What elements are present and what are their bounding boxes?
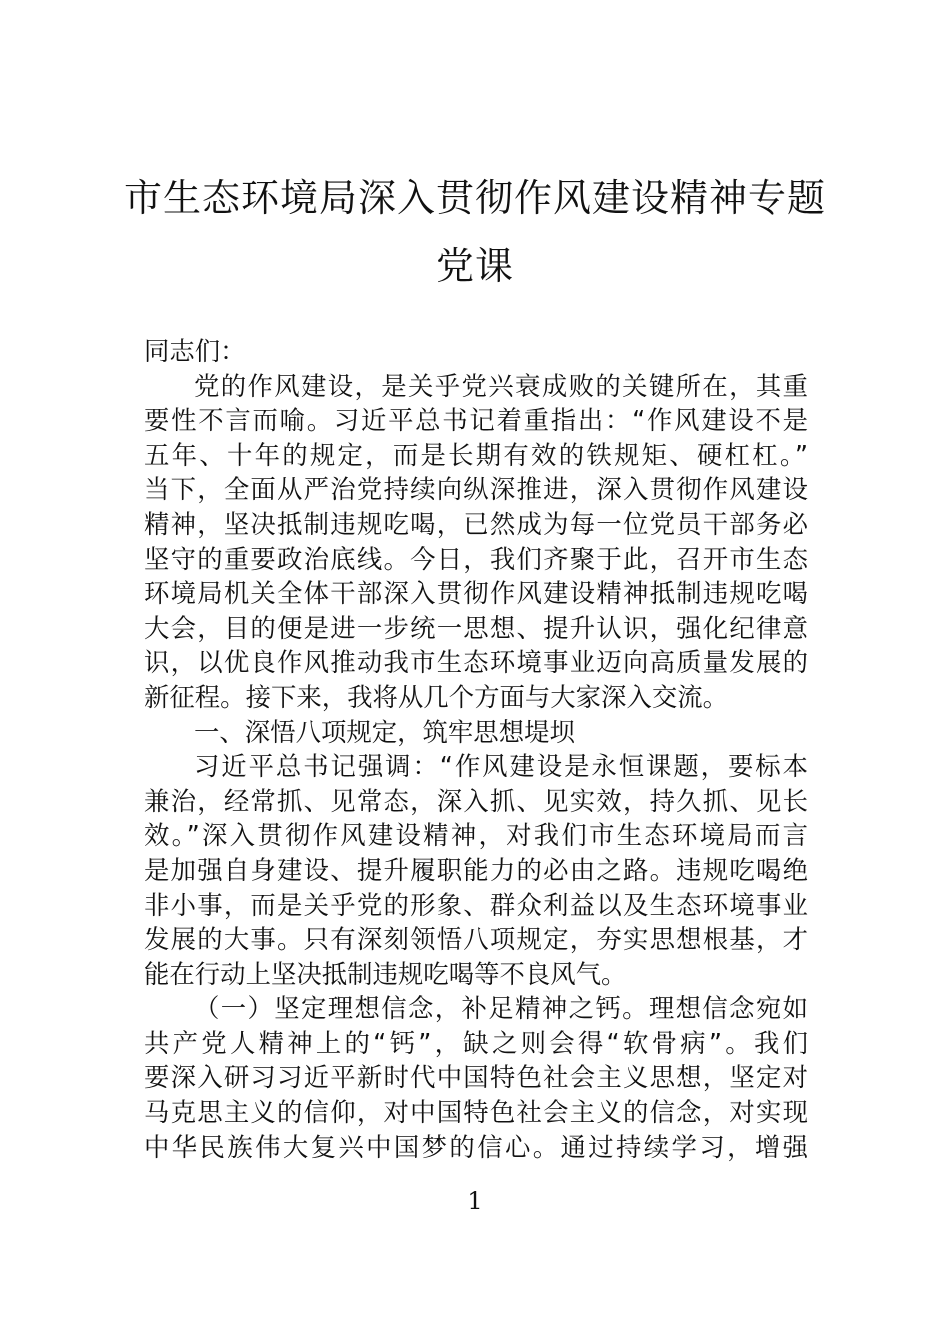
- salutation: 同志们：: [144, 336, 246, 366]
- paragraph-line: 习近平总书记强调：“作风建设是永恒课题，要标本: [194, 751, 808, 782]
- section-heading: 一、深悟八项规定，筑牢思想堤坝: [194, 716, 575, 747]
- paragraph-line: 环境局机关全体干部深入贯彻作风建设精神抵制违规吃喝: [144, 578, 808, 609]
- paragraph-line: 能在行动上坚决抵制违规吃喝等不良风气。: [144, 958, 627, 989]
- paragraph-line: 共产党人精神上的“钙”，缺之则会得“软骨病”。我们: [144, 1027, 808, 1058]
- paragraph-line: 党的作风建设，是关乎党兴衰成败的关键所在，其重: [194, 370, 808, 401]
- document-title-line-1: 市生态环境局深入贯彻作风建设精神专题: [123, 176, 826, 220]
- paragraph-line: 效。”深入贯彻作风建设精神，对我们市生态环境局而言: [144, 820, 808, 851]
- paragraph-line: 要性不言而喻。习近平总书记着重指出：“作风建设不是: [144, 405, 808, 436]
- paragraph-line: 五年、十年的规定，而是长期有效的铁规矩、硬杠杠。”: [144, 439, 808, 470]
- paragraph-line: 发展的大事。只有深刻领悟八项规定，夯实思想根基，才: [144, 924, 808, 955]
- paragraph-line: 马克思主义的信仰，对中国特色社会主义的信念，对实现: [144, 1097, 808, 1128]
- paragraph-line: 是加强自身建设、提升履职能力的必由之路。违规吃喝绝: [144, 854, 808, 885]
- paragraph-line: 精神，坚决抵制违规吃喝，已然成为每一位党员干部务必: [144, 508, 808, 539]
- paragraph-line: 大会，目的便是进一步统一思想、提升认识，强化纪律意: [144, 612, 808, 643]
- paragraph-line: 要深入研习习近平新时代中国特色社会主义思想，坚定对: [144, 1062, 808, 1093]
- paragraph-line: 识，以优良作风推动我市生态环境事业迈向高质量发展的: [144, 647, 808, 678]
- document-title-line-2: 党课: [435, 244, 514, 288]
- paragraph-line: 新征程。接下来，我将从几个方面与大家深入交流。: [144, 681, 728, 712]
- subsection-paragraph-line: （一）坚定理想信念，补足精神之钙。理想信念宛如: [194, 993, 808, 1024]
- paragraph-line: 坚守的重要政治底线。今日，我们齐聚于此，召开市生态: [144, 543, 808, 574]
- paragraph-line: 非小事，而是关乎党的形象、群众利益以及生态环境事业: [144, 889, 808, 920]
- page-number: 1: [467, 1187, 483, 1215]
- paragraph-line: 兼治，经常抓、见常态，深入抓、见实效，持久抓、见长: [144, 785, 808, 816]
- paragraph-line: 中华民族伟大复兴中国梦的信心。通过持续学习，增强: [144, 1131, 808, 1162]
- paragraph-line: 当下，全面从严治党持续向纵深推进，深入贯彻作风建设: [144, 474, 808, 505]
- document-body: [144, 334, 808, 1164]
